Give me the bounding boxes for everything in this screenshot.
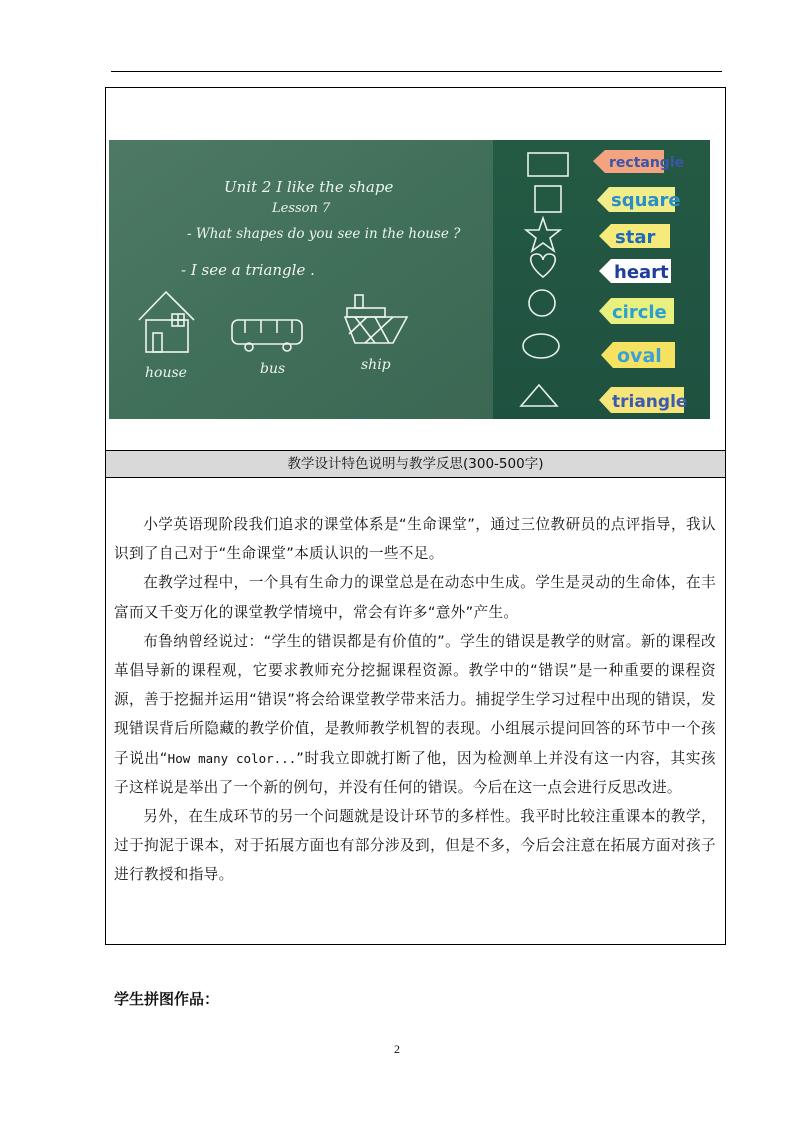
label-house: house — [145, 365, 187, 381]
paragraph-3-part-b: ”时我立即就打断了他，因为检测单上并没有这一内容，其实孩子这样说是举出了一个新的例句，并没有任何的错误。今后在这一点会进行反思改进。 — [114, 749, 716, 796]
student-works-heading: 学生拼图作品： — [114, 990, 220, 1008]
paragraph-2: 在教学过程中，一个具有生命力的课堂总是在动态中生成。学生是灵动的生命体，在丰富而又千变万化的课堂教学情境中，常会有许多“意外”产生。 — [114, 574, 716, 621]
board-question: - What shapes do you see in the house ? — [187, 226, 461, 242]
reflection-text — [114, 510, 716, 890]
label-ship: ship — [361, 357, 391, 373]
paragraph-4: 另外，在生成环节的另一个问题就是设计环节的多样性。我平时比较注重课本的教学，过于拘泥于课本，对于拓展方面也有部分涉及到，但是不多，今后会注意在拓展方面对孩子进行教授和指导。 — [114, 808, 716, 884]
board-title: Unit 2 I like the shape — [224, 178, 394, 196]
card-heart-text: heart — [614, 262, 669, 283]
content-table — [105, 87, 726, 945]
paragraph-3 — [114, 627, 716, 802]
card-star-text: star — [615, 227, 656, 248]
card-rectangle-text: rectangle — [609, 155, 685, 171]
section-header-bar: 教学设计特色说明与教学反思(300-500字) — [106, 450, 725, 478]
card-triangle-text: triangle — [612, 392, 688, 412]
right-chalkboard — [493, 140, 710, 419]
paragraph-1: 小学英语现阶段我们追求的课堂体系是“生命课堂”，通过三位教研员的点评指导，我认识到了自己对于“生命课堂”本质认识的一些不足。 — [114, 516, 716, 563]
paragraph-3-part-a: 布鲁纳曾经说过：“学生的错误都是有价值的”。学生的错误是教学的财富。新的课程改革倡导新的课程观，它要求教师充分挖掘课程资源。教学中的“错误”是一种重要的课程资源，善于挖掘并运用“错误”将会给课堂教学带来活力。捕捉学生学习过程中出现的错误，发现错误背后所隐藏的教学价值，是教师教学机智的表现。小组展示提问回答的环节中一个孩子说出“ — [114, 632, 716, 767]
card-oval-text: oval — [617, 345, 662, 367]
page-number: 2 — [394, 1042, 400, 1056]
board-lesson: Lesson 7 — [272, 201, 331, 216]
board-answer: - I see a triangle . — [181, 261, 315, 279]
quoted-code: How many color... — [167, 750, 297, 766]
header-rule — [111, 71, 722, 72]
card-square-text: square — [611, 190, 681, 211]
classroom-photo — [109, 140, 710, 419]
label-bus: bus — [260, 361, 286, 377]
card-circle-text: circle — [612, 302, 667, 323]
